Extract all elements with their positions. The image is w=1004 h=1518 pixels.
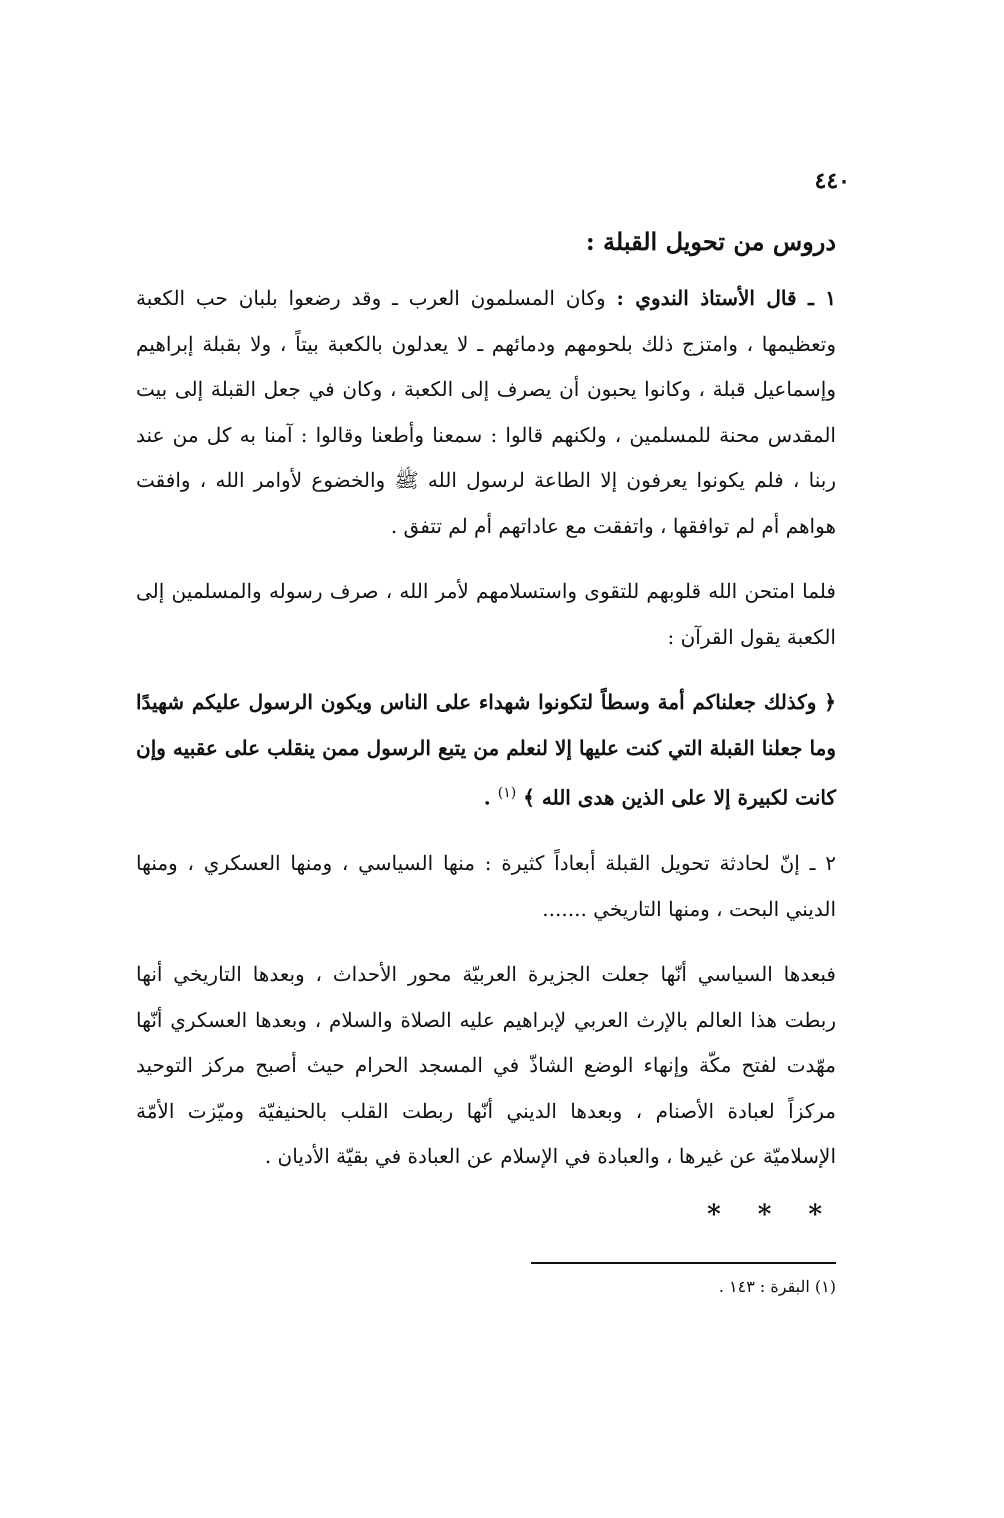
main-content: [136, 222, 836, 1230]
page-number: ٤٤٠: [814, 168, 850, 194]
footnote-divider: [531, 1262, 836, 1264]
footnote-reference: (١): [497, 785, 517, 801]
paragraph-dimensions-detail: فبعدها السياسي أنّها جعلت الجزيرة العربيّة محور الأحداث ، وبعدها التاريخي أنها ربطت هذا العالم بالإرث العربي لإبراهيم عليه الصلاة والسلام ، وبعدها العسكري أنّها مهّدت لفتح مكّة وإنهاء الوضع الشاذّ في المسجد الحرام حيث أصبح مركز التوحيد مركزاً لعبادة الأصنام ، وبعدها الديني أنّها ربطت القلب بالحنيفيّة وميّزت الأمّة الإسلاميّة عن غيرها ، والعبادة في الإسلام عن العبادة في بقيّة الأديان .: [136, 962, 836, 1169]
section-title: دروس من تحويل القبلة :: [585, 227, 836, 256]
section-separator: * * *: [707, 1199, 836, 1230]
footnote: (١) البقرة : ١٤٣ .: [718, 1277, 836, 1296]
paragraph-nadwi-quote: [136, 276, 836, 549]
paragraph-dimensions: ٢ ـ إنّ لحادثة تحويل القبلة أبعاداً كثيرة : منها السياسي ، ومنها العسكري ، ومنها الديني البحت ، ومنها التاريخي .......: [136, 851, 836, 921]
quran-verse-end: .: [483, 785, 498, 810]
paragraph-test-of-hearts: فلما امتحن الله قلوبهم للتقوى واستسلامهم لأمر الله ، صرف رسوله والمسلمين إلى الكعبة يقول القرآن :: [136, 579, 836, 649]
quran-verse: [136, 680, 836, 821]
paragraph-lead: ١ ـ قال الأستاذ الندوي :: [616, 286, 836, 310]
paragraph-body: وكان المسلمون العرب ـ وقد رضعوا بلبان حب الكعبة وتعظيمها ، وامتزج ذلك بلحومهم ودمائهم ـ لا يعدلون بالكعبة بيتاً ، ولا بقبلة إبراهيم وإسماعيل قبلة ، وكانوا يحبون أن يصرف إلى الكعبة ، وكان في جعل القبلة إلى بيت المقدس محنة للمسلمين ، ولكنهم قالوا : سمعنا وأطعنا وقالوا : آمنا به كل من عند ربنا ، فلم يكونوا يعرفون إلا الطاعة لرسول الله ﷺ والخضوع لأوامر الله ، وافقت هواهم أم لم توافقها ، واتفقت مع عاداتهم أم لم تتفق .: [136, 286, 836, 538]
quran-verse-text: ﴿ وكذلك جعلناكم أمة وسطاً لتكونوا شهداء على الناس ويكون الرسول عليكم شهيدًا وما جعلنا القبلة التي كنت عليها إلا لنعلم من يتبع الرسول ممن ينقلب على عقبيه وإن كانت لكبيرة إلا على الذين هدى الله ﴾: [136, 690, 836, 810]
